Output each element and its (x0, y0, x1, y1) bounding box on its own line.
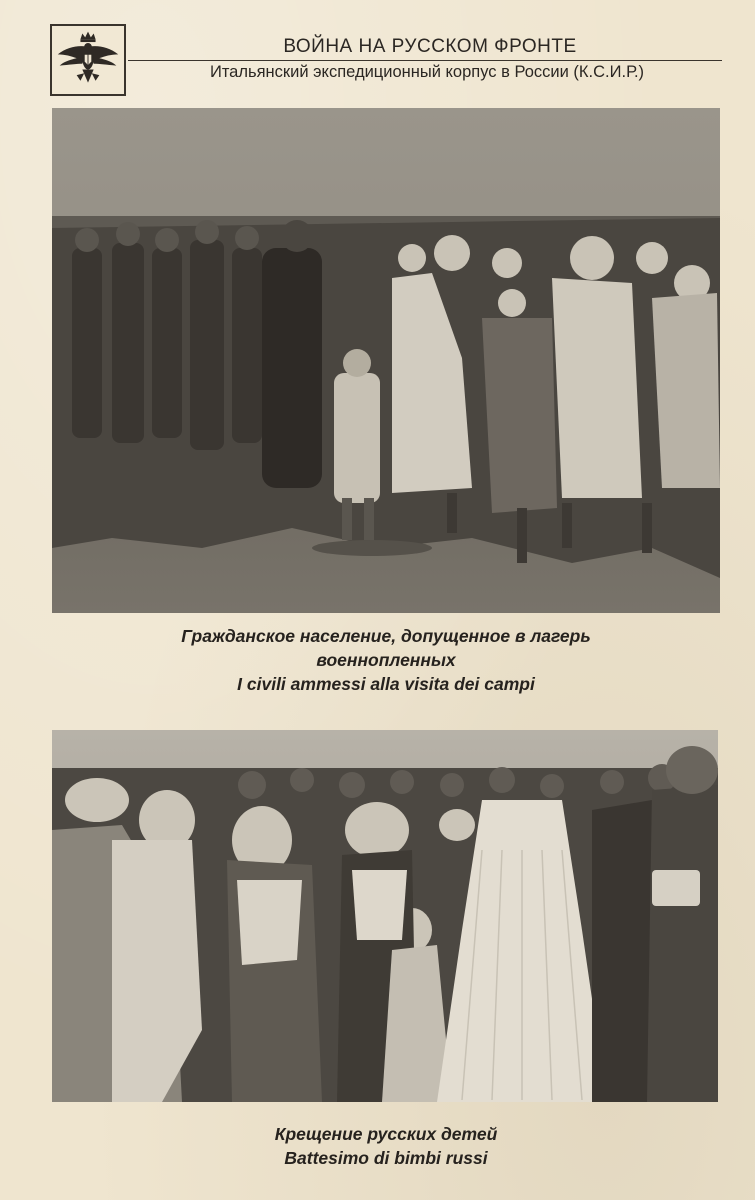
caption-it: I civili ammessi alla visita dei campi (237, 674, 535, 694)
photo-baptism-children (52, 730, 718, 1102)
photo-civilians-camp (52, 108, 720, 613)
photo-caption-1 (52, 624, 720, 696)
photo-caption-2 (52, 1122, 720, 1170)
caption-it: Battesimo di bimbi russi (284, 1148, 488, 1168)
eagle-crown-emblem-icon (50, 24, 126, 96)
page-subtitle: Итальянский экспедиционный корпус в России (К.С.И.Р.) (209, 63, 645, 81)
page-title: ВОЙНА НА РУССКОМ ФРОНТЕ (283, 36, 577, 57)
header-divider (128, 60, 722, 61)
caption-ru: Крещение русских детей (274, 1124, 498, 1144)
caption-ru-line-1: Гражданское население, допущенное в лагерь (181, 626, 591, 646)
caption-ru-line-2: военнопленных (316, 650, 456, 670)
